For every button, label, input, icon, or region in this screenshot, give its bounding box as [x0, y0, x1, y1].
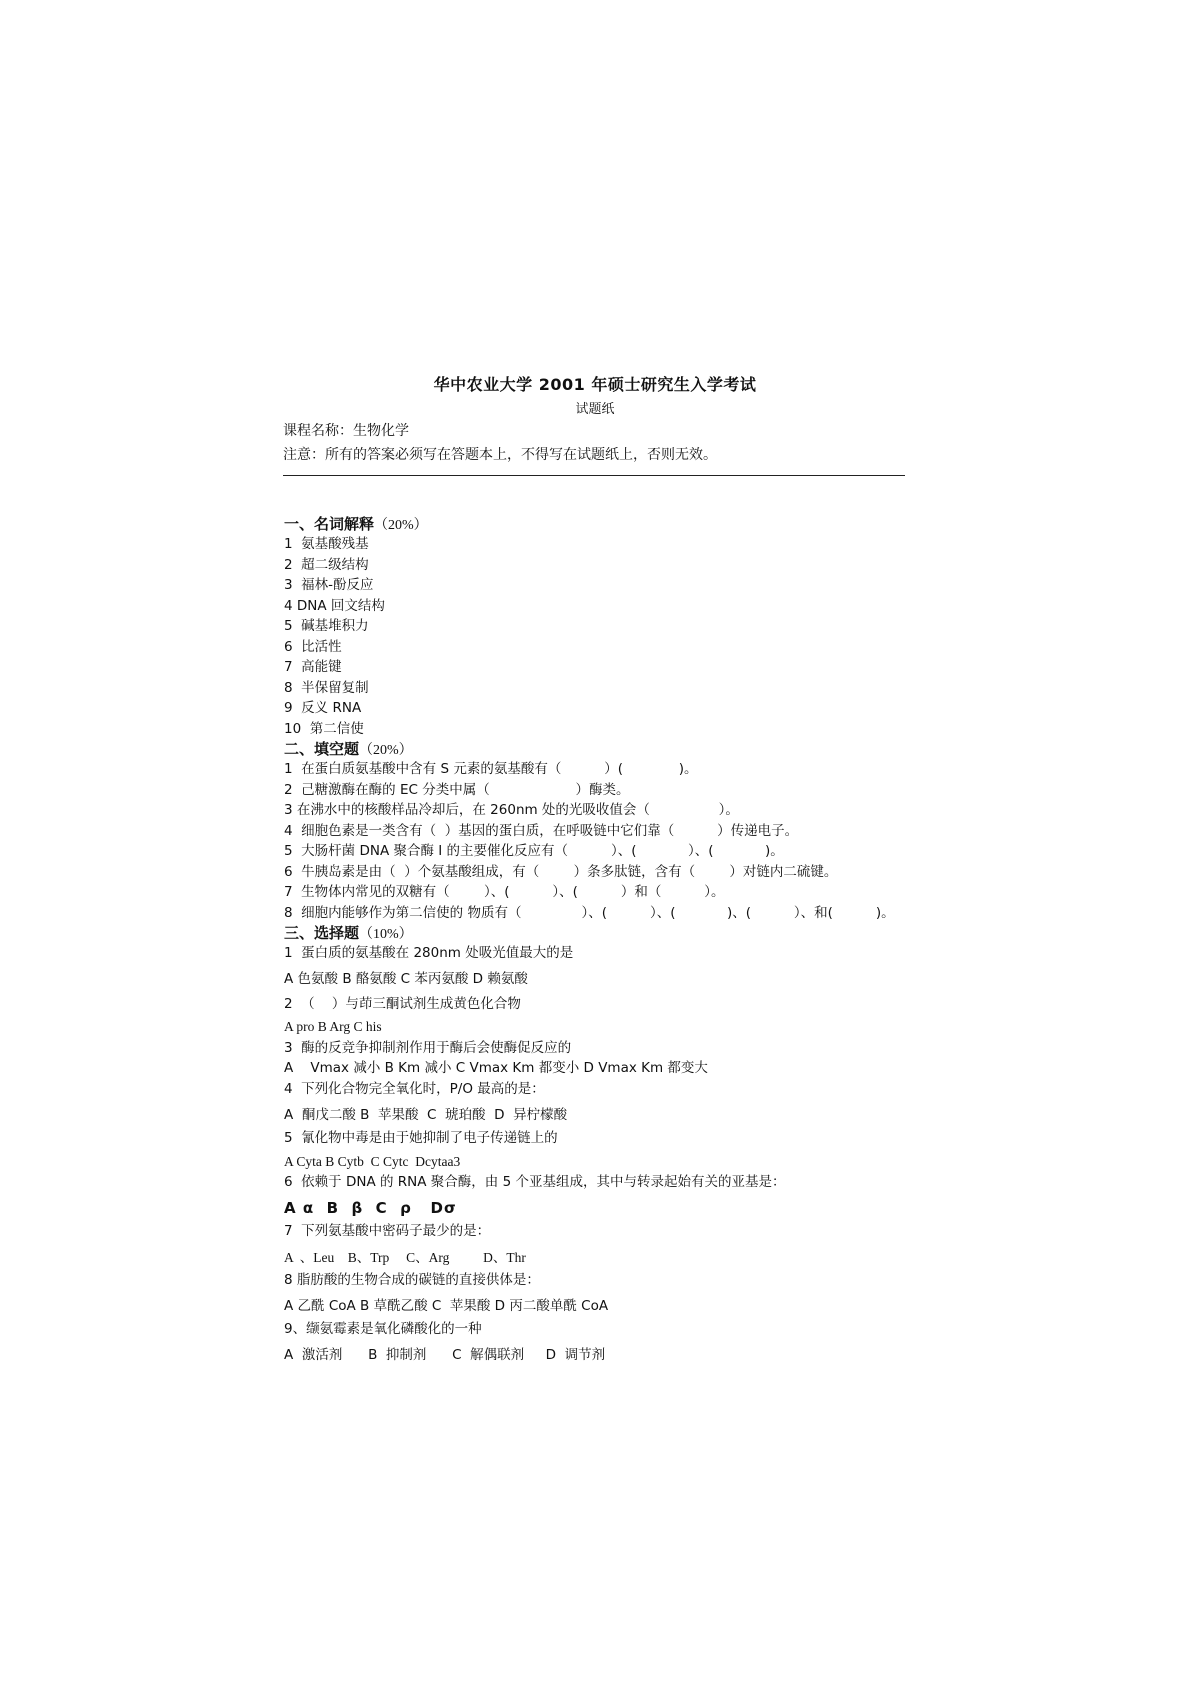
question-stem: 9、缬氨霉素是氧化磷酸化的一种 — [284, 1321, 482, 1337]
question-options: A Vmax 减小 B Km 减小 C Vmax Km 都变小 D Vmax Km 都变大 — [284, 1060, 708, 1076]
exam-content — [284, 514, 924, 1368]
question-item: 6 牛胰岛素是由（ ）个氨基酸组成，有（ ）条多肽链，含有（ ）对链内二硫键。 — [284, 863, 838, 880]
question-options: A 酮戊二酸 B 苹果酸 C 琥珀酸 D 异柠檬酸 — [284, 1106, 568, 1123]
section-3-score: （10%） — [359, 927, 413, 942]
section-1-score: （20%） — [374, 518, 428, 533]
question-item: 7 高能键 — [284, 659, 342, 675]
question-stem: 2 （ ）与茚三酮试剂生成黄色化合物 — [284, 996, 521, 1012]
question-item: 7 生物体内常见的双糖有（ ）、( ）、( ）和（ ）。 — [284, 884, 725, 900]
question-stem: 3 酶的反竞争抑制剂作用于酶后会使酶促反应的 — [284, 1039, 572, 1056]
section-2-score: （20%） — [359, 743, 413, 758]
question-item: 2 己糖激酶在酶的 EC 分类中属（ ）酶类。 — [284, 781, 630, 798]
question-item: 1 在蛋白质氨基酸中含有 S 元素的氨基酸有（ ）( )。 — [284, 761, 698, 777]
question-stem: 8 脂肪酸的生物合成的碳链的直接供体是： — [284, 1272, 540, 1288]
question-item: 4 细胞色素是一类含有（ ）基因的蛋白质，在呼吸链中它们靠（ ）传递电子。 — [284, 822, 799, 839]
section-3-heading — [284, 923, 924, 943]
question-item: 9 反义 RNA — [284, 700, 362, 716]
question-options: A α B β C ρ Dσ — [284, 1199, 457, 1217]
question-stem: 7 下列氨基酸中密码子最少的是： — [284, 1223, 491, 1239]
course-name: 课程名称：生物化学 — [283, 423, 409, 439]
section-2-heading — [284, 739, 924, 759]
question-options: A pro B Arg C his — [284, 1019, 382, 1034]
header-divider — [283, 475, 905, 476]
question-options: A Cyta B Cytb C Cytc Dcytaa3 — [284, 1153, 461, 1169]
question-item: 10 第二信使 — [284, 720, 364, 737]
question-options: A 、Leu B、Trp C、Arg D、Thr — [284, 1250, 526, 1265]
question-item: 8 半保留复制 — [284, 679, 369, 696]
section-3-title: 三、选择题 — [284, 924, 360, 942]
question-item: 4 DNA 回文结构 — [284, 597, 385, 614]
section-1-heading — [284, 514, 924, 534]
question-stem: 6 依赖于 DNA 的 RNA 聚合酶，由 5 个亚基组成，其中与转录起始有关的亚基是： — [284, 1174, 786, 1190]
exam-notice: 注意：所有的答案必须写在答题本上，不得写在试题纸上，否则无效。 — [283, 447, 717, 463]
question-stem: 5 氰化物中毒是由于她抑制了电子传递链上的 — [284, 1129, 558, 1146]
question-stem: 1 蛋白质的氨基酸在 280nm 处吸光值最大的是 — [284, 945, 574, 961]
question-options: A 色氨酸 B 酪氨酸 C 苯丙氨酸 D 赖氨酸 — [284, 971, 528, 987]
question-item: 1 氨基酸残基 — [284, 536, 369, 552]
question-item: 3 在沸水中的核酸样品冷却后，在 260nm 处的光吸收值会（ ）。 — [284, 802, 739, 818]
question-item: 2 超二级结构 — [284, 556, 369, 573]
question-stem: 4 下列化合物完全氧化时，P/O 最高的是： — [284, 1080, 545, 1097]
exam-title: 华中农业大学 2001 年硕士研究生入学考试 — [433, 375, 757, 394]
question-options: A 激活剂 B 抑制剂 C 解偶联剂 D 调节剂 — [284, 1347, 606, 1363]
question-options: A 乙酰 CoA B 草酰乙酸 C 苹果酸 D 丙二酸单酰 CoA — [284, 1298, 609, 1314]
question-item: 3 福林-酚反应 — [284, 577, 374, 593]
question-item: 8 细胞内能够作为第二信使的 物质有（ ）、( ）、( )、( ）、和( )。 — [284, 904, 895, 921]
question-item: 6 比活性 — [284, 638, 342, 655]
exam-subtitle: 试题纸 — [575, 402, 615, 417]
question-item: 5 碱基堆积力 — [284, 618, 369, 634]
section-1-title: 一、名词解释 — [284, 515, 375, 533]
question-item: 5 大肠杆菌 DNA 聚合酶 I 的主要催化反应有（ ）、( ）、( )。 — [284, 843, 784, 859]
section-2-title: 二、填空题 — [284, 740, 360, 758]
